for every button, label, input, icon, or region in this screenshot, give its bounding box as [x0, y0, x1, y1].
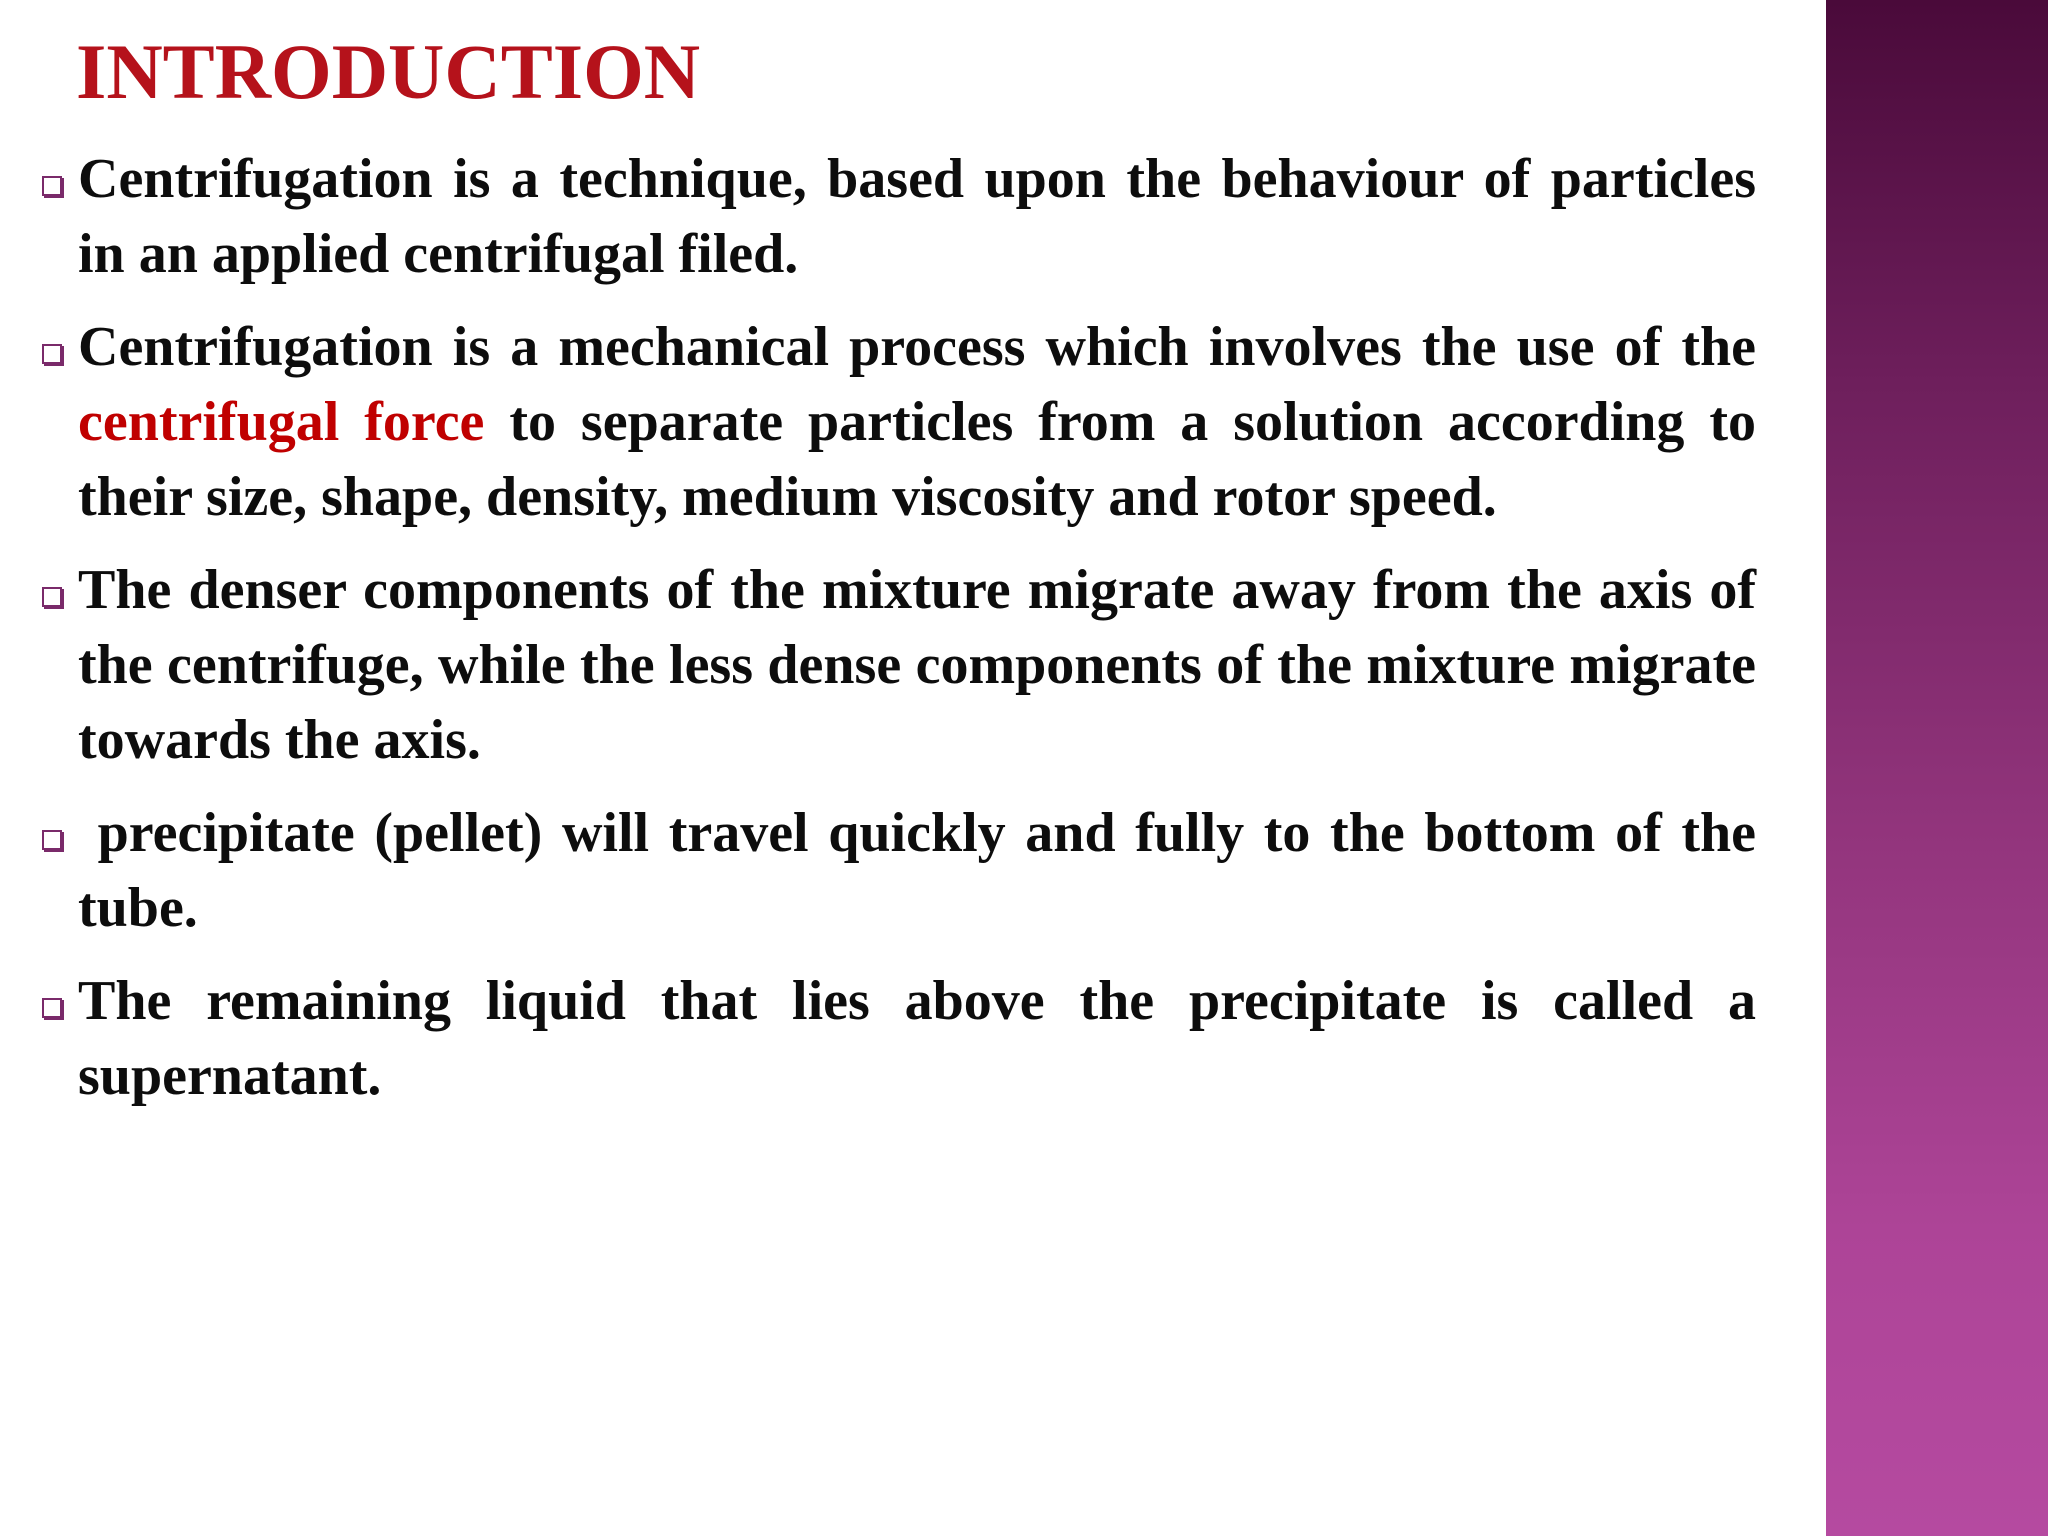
square-bullet-icon	[42, 830, 62, 850]
bullet-text: The remaining liquid that lies above the precipitate is called a supernatant.	[78, 970, 1756, 1107]
bullet-text-before: Centrifugation is a mechanical process which involves the use of the	[78, 316, 1756, 378]
bullet-text: precipitate (pellet) will travel quickly and fully to the bottom of the tube.	[78, 802, 1770, 939]
bullet-text: Centrifugation is a technique, based upon the behaviour of particles in an applied centrifugal filed.	[78, 148, 1756, 285]
square-bullet-icon	[42, 998, 62, 1018]
bullet-item-1	[40, 142, 1756, 292]
bullet-text: The denser components of the mixture migrate away from the axis of the centrifuge, while the less dense components of the mixture migrate towards the axis.	[78, 559, 1756, 771]
slide-title: INTRODUCTION	[76, 28, 701, 115]
bullet-list	[40, 142, 1770, 1132]
highlighted-term: centrifugal force	[78, 391, 485, 453]
bullet-item-5	[40, 964, 1756, 1114]
bullet-text-after: to separate particles from a solution according to their size, shape, density, medium viscosity and rotor speed.	[78, 391, 1756, 528]
bullet-item-2	[40, 310, 1756, 535]
bullet-item-4	[40, 796, 1770, 946]
square-bullet-icon	[42, 344, 62, 364]
square-bullet-icon	[42, 587, 62, 607]
square-bullet-icon	[42, 176, 62, 196]
bullet-item-3	[40, 553, 1756, 778]
decorative-side-band	[1826, 0, 2048, 1536]
